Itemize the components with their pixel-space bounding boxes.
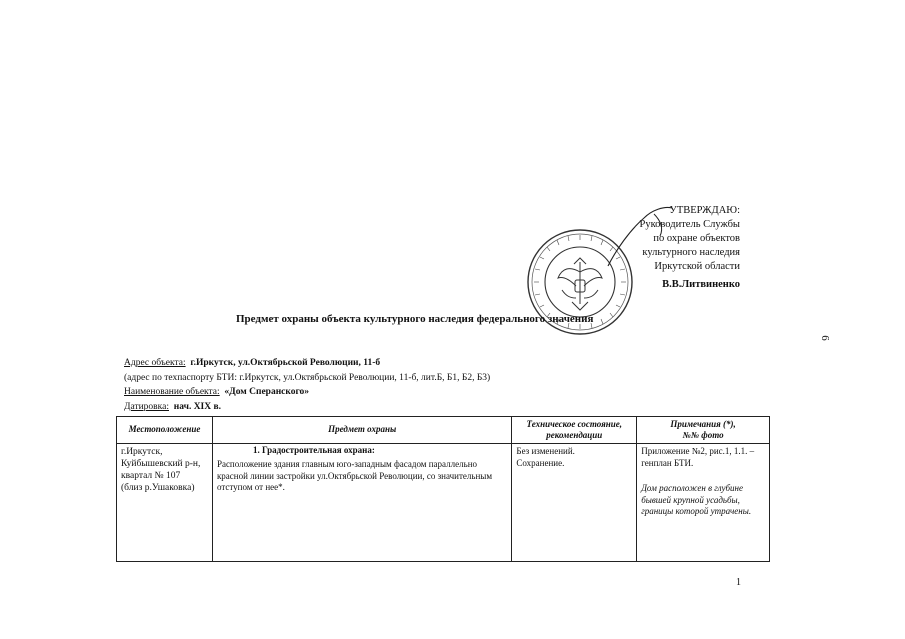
location-line-2: Куйбышевский р-н, — [121, 459, 201, 469]
cell-state — [512, 444, 637, 562]
document-title: Предмет охраны объекта культурного наследия федерального значения — [236, 313, 594, 325]
approval-service: по охране объектов культурного наследия — [642, 233, 740, 258]
page-number: 1 — [736, 577, 741, 588]
table-header-row — [117, 417, 770, 444]
side-page-mark: 6 — [818, 335, 831, 341]
address-line — [124, 356, 490, 371]
date-line — [124, 400, 490, 415]
header-state-line1: Техническое состояние, — [526, 418, 623, 429]
location-line-3: квартал № 107 — [121, 471, 181, 481]
state-line-1: Без изменений. — [516, 446, 575, 456]
table-row — [117, 444, 770, 458]
date-label: Датировка: — [124, 401, 169, 412]
header-state — [512, 417, 637, 444]
location-line-1: г.Иркутск, — [121, 447, 163, 457]
notes-reference: Приложение №2, рис.1, 1.1. – генплан БТИ. — [641, 446, 755, 468]
header-subject: Предмет охраны — [212, 417, 511, 444]
header-notes-line2: №№ фото — [682, 430, 724, 440]
approval-region: Иркутской области — [654, 261, 740, 272]
name-label: Наименование объекта: — [124, 387, 220, 397]
notes-comment: Дом расположен в глубине бывшей крупной усадьбы, границы которой утрачены. — [641, 483, 752, 516]
approval-position: Руководитель Службы — [639, 219, 740, 230]
cell-subject: Расположение здания главным юго-западным фасадом параллельно красной линии застройки ул.Октябрьской Революции, со значительным отступом от нее*. — [212, 457, 511, 562]
state-line-2: Сохранение. — [516, 457, 565, 468]
handwritten-signature — [560, 200, 700, 270]
address-value: г.Иркутск, ул.Октябрьской Революции, 11-б — [190, 358, 381, 368]
name-value: «Дом Сперанского» — [224, 387, 310, 397]
protection-table — [116, 416, 770, 562]
header-state-line2: рекомендации — [546, 430, 603, 440]
location-line-4: (близ р.Ушаковка) — [121, 483, 195, 493]
object-info — [124, 356, 490, 414]
approval-signatory: В.В.Литвиненко — [662, 279, 740, 290]
cell-location — [117, 444, 213, 562]
cell-notes — [637, 444, 770, 562]
approval-heading: УТВЕРЖДАЮ: — [669, 205, 740, 216]
name-line — [124, 385, 490, 400]
bti-address-line: (адрес по техпаспорту БТИ: г.Иркутск, ул.Октябрьской Революции, 11-б, лит.Б, Б1, Б2, Б3) — [124, 372, 491, 383]
header-location: Местоположение — [117, 417, 213, 444]
address-label: Адрес объекта: — [124, 358, 186, 368]
date-value: нач. XIX в. — [173, 401, 221, 412]
header-notes-line1: Примечания (*), — [670, 418, 736, 429]
header-notes — [637, 417, 770, 444]
section-heading: 1. Градостроительная охрана: — [212, 444, 511, 458]
